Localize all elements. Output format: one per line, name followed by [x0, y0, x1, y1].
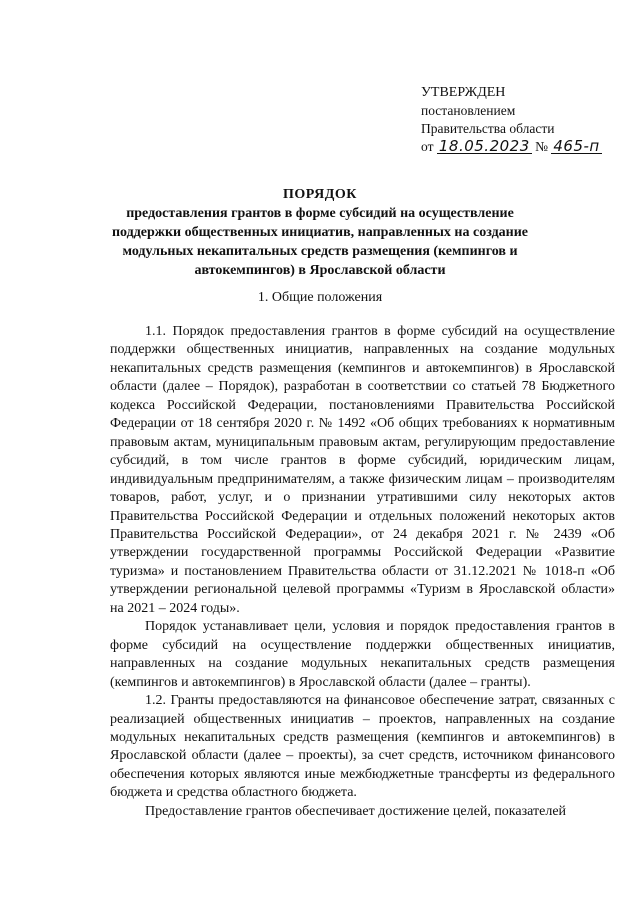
handwritten-date: 18.05.2023	[438, 137, 530, 155]
paragraph: Предоставление грантов обеспечивает достижение целей, показателей	[145, 803, 567, 819]
approval-stamp	[421, 84, 621, 156]
approval-heading: УТВЕРЖДЕН	[421, 85, 506, 100]
title-main: ПОРЯДОК	[283, 187, 357, 202]
document-body	[110, 323, 615, 821]
title-subtitle: предоставления грантов в форме субсидий на осуществление поддержки общественных инициатив, направленных на создание модульных некапитальных средств размещения (кемпингов и автокемпингов) в Ярославской области	[111, 206, 529, 278]
number-prefix: №	[535, 139, 549, 154]
paragraph: Порядок устанавливает цели, условия и порядок предоставления грантов в форме субсидий на осуществление поддержки общественных инициатив, направленных на создание модульных некапитальных средств размещения (кемпингов и автокемпингов) в Ярославской области (далее – гранты).	[110, 619, 615, 690]
document-title	[100, 185, 540, 280]
date-prefix: от	[421, 139, 434, 154]
approval-line-1: постановлением	[421, 103, 516, 118]
approval-date-line	[421, 138, 621, 156]
handwritten-number: 465-п	[553, 137, 600, 155]
section-heading: 1. Общие положения	[257, 290, 383, 305]
paragraph: 1.2. Гранты предоставляются на финансовое обеспечение затрат, связанных с реализацией общественных инициатив – проектов, направленных на создание модульных некапитальных средств размещения (кемпингов и автокемпингов) в Ярославской области (далее – проекты), за счет средств, источником финансового обеспечения которых являются иные межбюджетные трансферты из федерального бюджета и средства областного бюджета.	[110, 693, 615, 801]
approval-line-2: Правительства области	[421, 121, 555, 136]
paragraph: 1.1. Порядок предоставления грантов в форме субсидий на осуществление поддержки общественных инициатив, направленных на создание модульных некапитальных средств размещения (кемпингов и автокемпингов) в Ярославской области (далее – Порядок), разработан в соответствии со статьей 78 Бюджетного кодекса Российской Федерации, постановлениями Правительства Российской Федерации от 18 сентября 2020 г. № 1492 «Об общих требованиях к нормативным правовым актам, муниципальным правовым актам, регулирующим предоставление субсидий, в том числе грантов в форме субсидий, юридическим лицам, индивидуальным предпринимателям, а также физическим лицам – производителям товаров, работ, услуг, и о признании утратившими силу некоторых актов Правительства Российской Федерации и отдельных положений некоторых актов Правительства Российской Федерации», от 24 декабря 2021 г. № 2439 «Об утверждении государственной программы Российской Федерации «Развитие туризма» и постановлением Правительства области от 31.12.2021 № 1018-п «Об утверждении региональной целевой программы «Туризм в Ярославской области» на 2021 – 2024 годы».	[110, 324, 615, 616]
